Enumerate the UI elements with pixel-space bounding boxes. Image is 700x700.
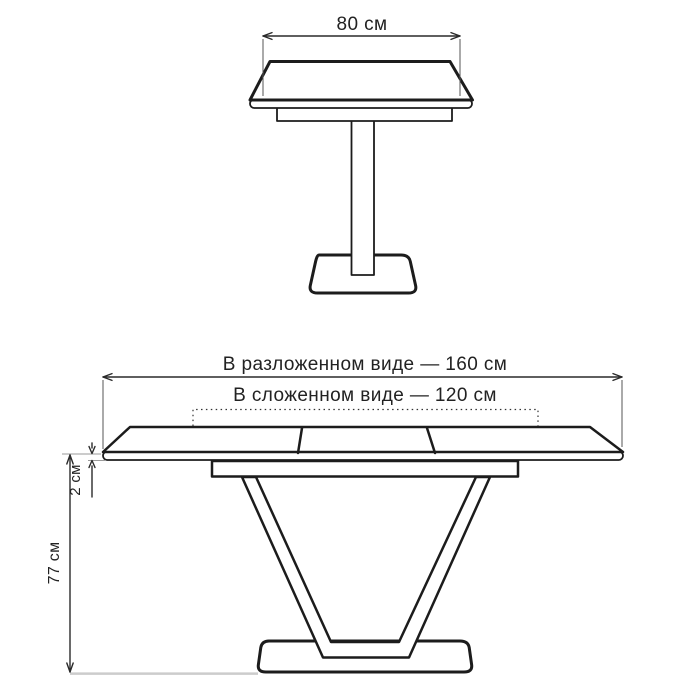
v-shaped-pedestal — [242, 477, 490, 658]
end-view-table — [250, 62, 473, 294]
apron-side-view — [212, 461, 518, 477]
dimension-length-folded — [193, 385, 538, 426]
dotted-dimension-line — [193, 410, 538, 427]
top-thickness-label: 2 см — [67, 464, 84, 496]
dimension-top-thickness — [67, 443, 106, 497]
side-view — [46, 354, 623, 674]
top-width-label: 80 см — [336, 14, 388, 35]
apron-end-view — [277, 108, 452, 122]
end-view — [250, 14, 473, 293]
tabletop-side-view — [103, 427, 623, 452]
pedestal-column — [352, 120, 375, 275]
side-view-table — [103, 427, 623, 672]
length-extended-label: В разложенном виде — 160 см — [222, 354, 508, 375]
height-label: 77 см — [46, 541, 63, 585]
tabletop-end-view — [250, 62, 473, 101]
length-folded-label: В сложенном виде — 120 см — [233, 385, 497, 406]
